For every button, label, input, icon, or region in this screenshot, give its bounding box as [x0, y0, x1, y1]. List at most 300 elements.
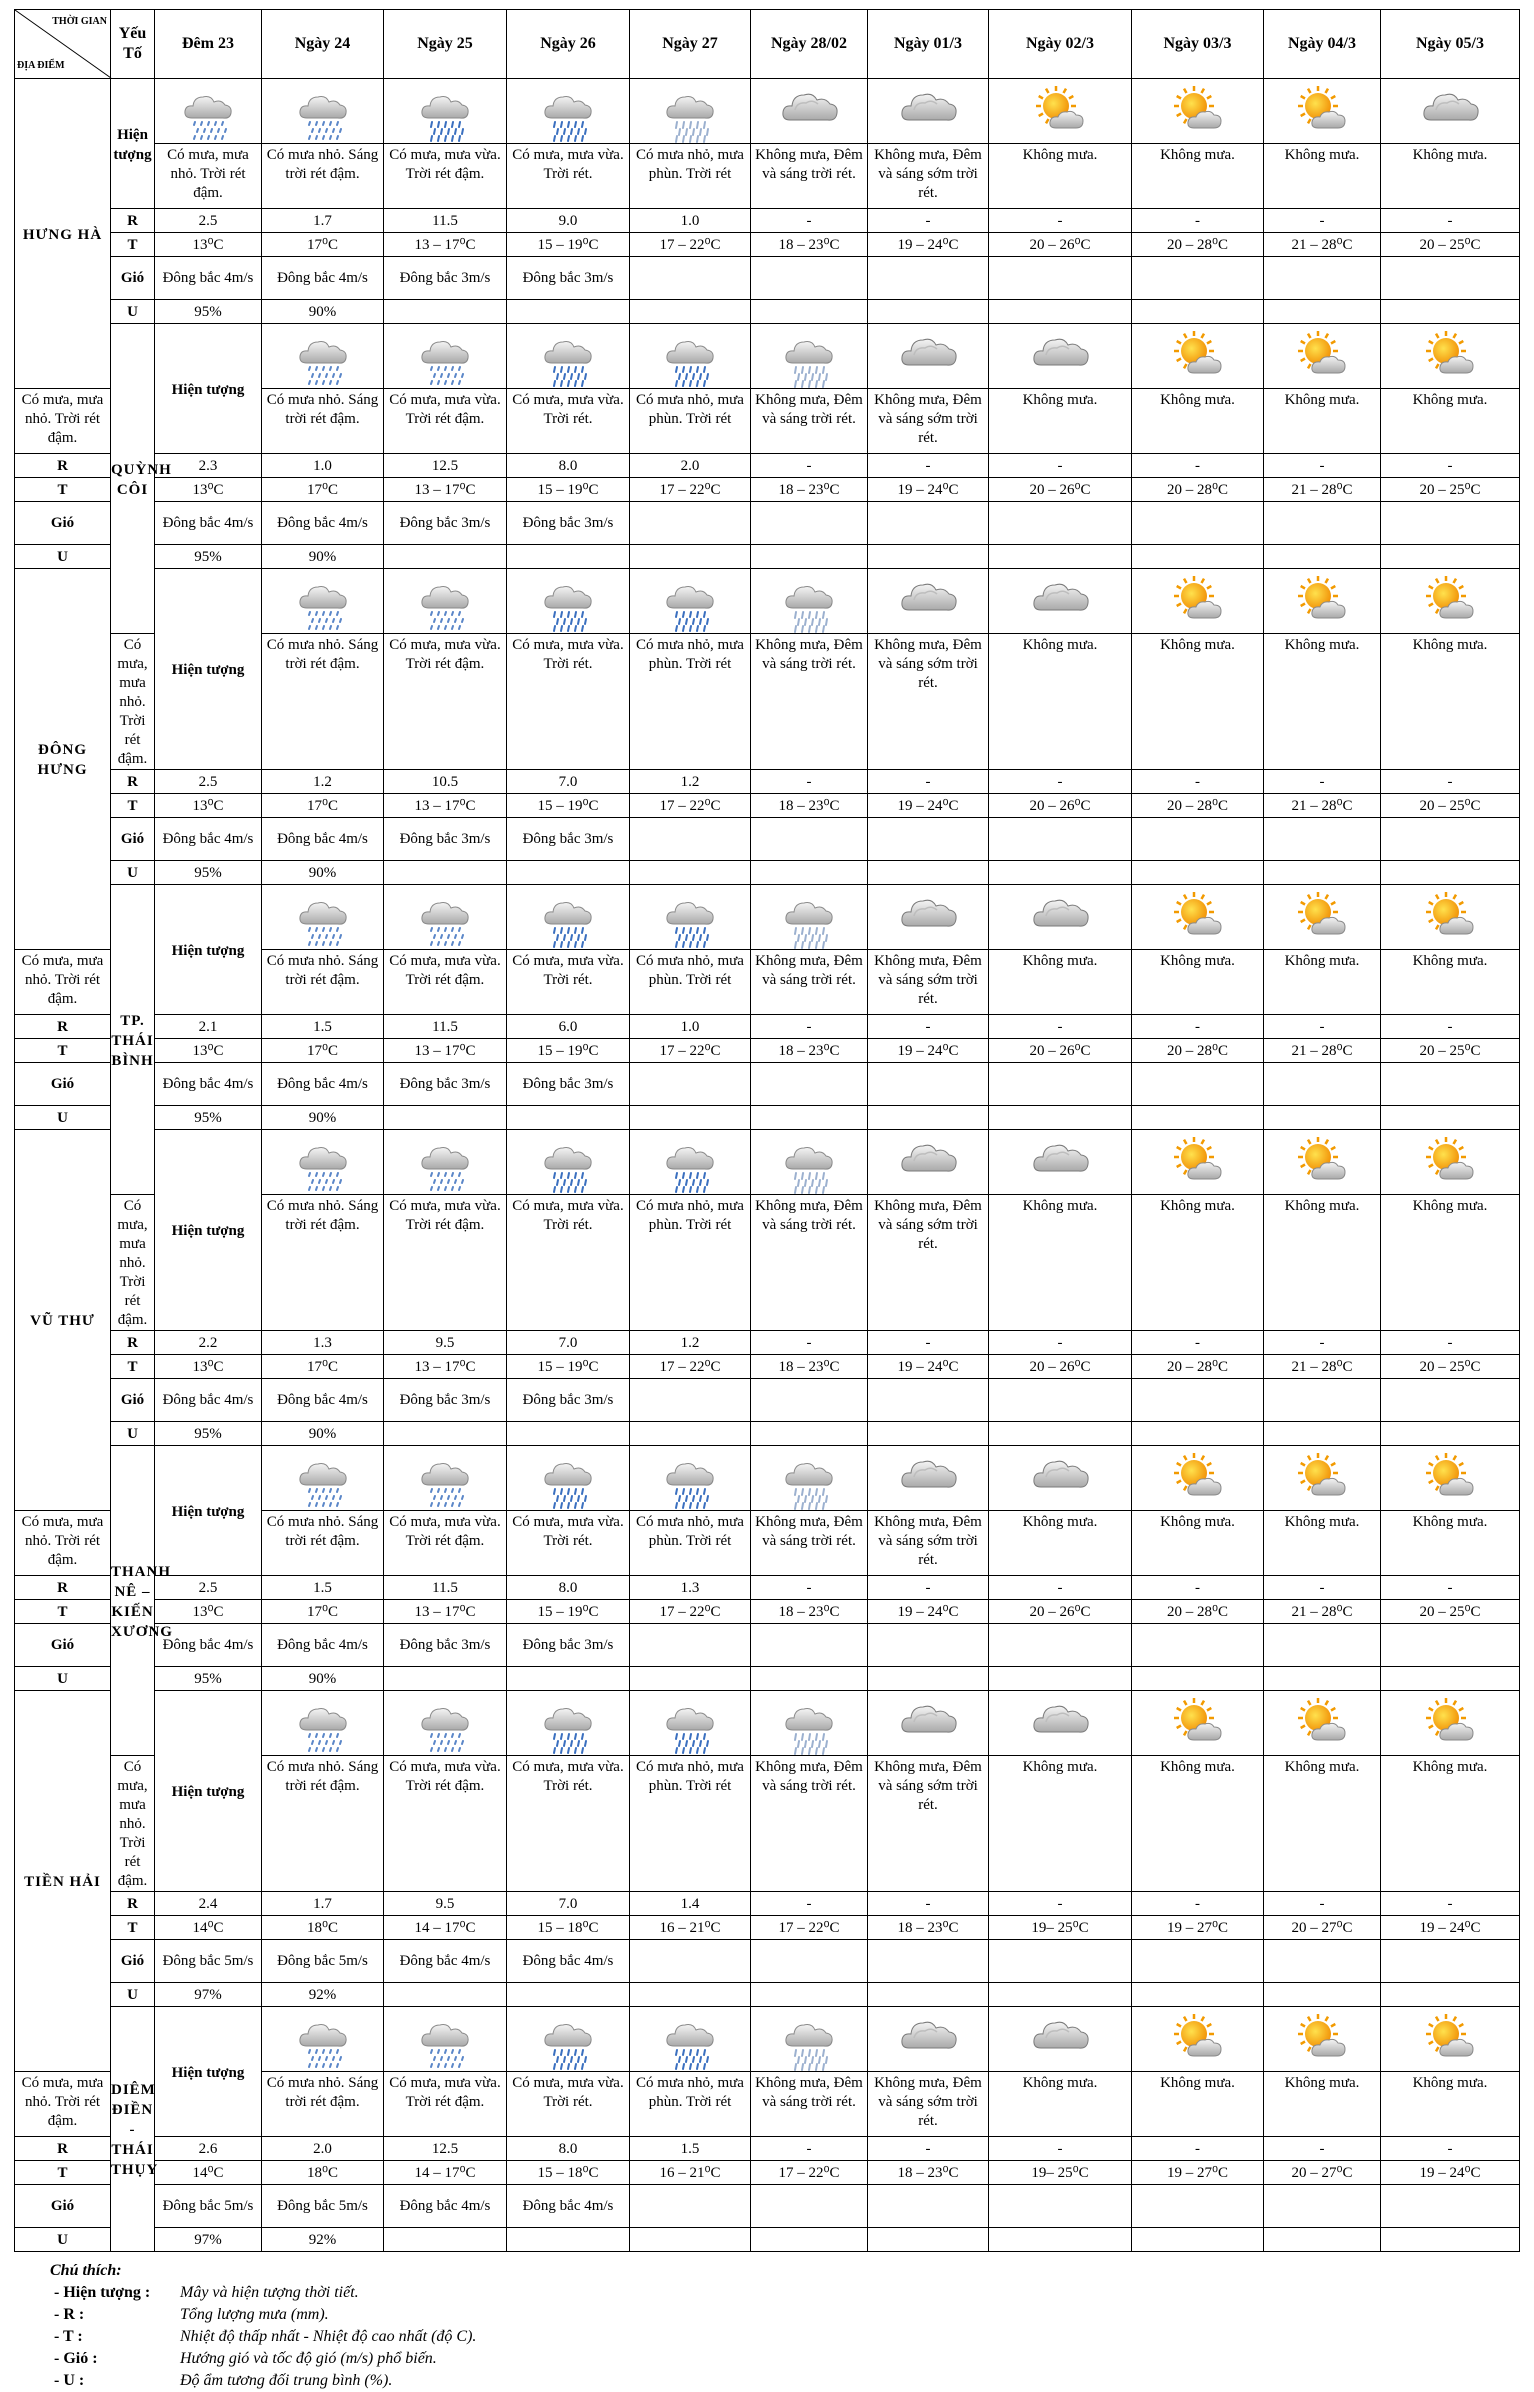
wind-value: [1381, 502, 1520, 545]
temp-value: 17⁰C: [262, 1355, 384, 1379]
temp-value: 17 – 22⁰C: [630, 1039, 751, 1063]
weather-desc: Không mưa.: [1264, 634, 1381, 770]
cloud-drizzle-icon: [262, 574, 383, 630]
rain-row: [15, 1576, 1520, 1600]
temp-value: 17 – 22⁰C: [630, 1355, 751, 1379]
temp-value: 17⁰C: [262, 1600, 384, 1624]
humidity-value: [1381, 861, 1520, 885]
label-r: R: [15, 454, 111, 478]
partly-sunny-icon: [1132, 890, 1263, 946]
rain-value: -: [868, 770, 989, 794]
weather-icon-cell: [989, 885, 1132, 950]
weather-icon-cell: [384, 1130, 507, 1195]
weather-icon-cell: [1264, 324, 1381, 389]
temp-value: 21 – 28⁰C: [1264, 233, 1381, 257]
temp-value: 19 – 24⁰C: [868, 233, 989, 257]
cloudy-icon: [989, 890, 1131, 946]
weather-desc: Có mưa, mưa nhỏ. Trời rét đậm.: [15, 2072, 111, 2137]
label-r: R: [15, 2137, 111, 2161]
temp-row: [15, 1039, 1520, 1063]
rain-value: 1.2: [262, 770, 384, 794]
humidity-value: [751, 1983, 868, 2007]
temp-value: 21 – 28⁰C: [1264, 1355, 1381, 1379]
humidity-value: 95%: [155, 545, 262, 569]
humidity-value: [751, 2228, 868, 2252]
weather-desc: Không mưa.: [989, 1756, 1132, 1892]
humidity-value: [1132, 1422, 1264, 1446]
note-key: - R :: [54, 2306, 85, 2323]
temp-value: 20 – 25⁰C: [1381, 794, 1520, 818]
label-u: U: [15, 1106, 111, 1130]
weather-desc: Không mưa, Đêm và sáng trời rét.: [751, 1756, 868, 1892]
temp-value: 21 – 28⁰C: [1264, 794, 1381, 818]
weather-desc: Không mưa, Đêm và sáng sớm trời rét.: [868, 389, 989, 454]
rain-value: -: [1381, 1331, 1520, 1355]
rain-value: -: [1132, 770, 1264, 794]
wind-value: [751, 2185, 868, 2228]
humidity-value: [868, 1422, 989, 1446]
weather-icon-cell: [155, 79, 262, 144]
humidity-value: [868, 1667, 989, 1691]
day-header: Ngày 28/02: [751, 10, 868, 79]
label-u: U: [111, 1422, 155, 1446]
wind-value: Đông bắc 3m/s: [507, 818, 630, 861]
temp-value: 14⁰C: [155, 1916, 262, 1940]
weather-desc: Không mưa.: [989, 950, 1132, 1015]
note-value: Mây và hiện tượng thời tiết.: [180, 2284, 359, 2301]
wind-value: Đông bắc 4m/s: [262, 502, 384, 545]
humidity-value: [384, 1106, 507, 1130]
humidity-value: [384, 1667, 507, 1691]
rain-value: 1.5: [630, 2137, 751, 2161]
wind-value: Đông bắc 4m/s: [507, 1940, 630, 1983]
weather-desc: Không mưa.: [1264, 1756, 1381, 1892]
cloud-rain-icon: [507, 2012, 629, 2068]
wind-value: [1132, 1624, 1264, 1667]
weather-icon-cell: [507, 2007, 630, 2072]
wind-value: [630, 1379, 751, 1422]
rain-value: 1.7: [262, 209, 384, 233]
temp-value: 21 – 28⁰C: [1264, 478, 1381, 502]
weather-desc: Không mưa.: [989, 389, 1132, 454]
weather-icon-cell: [1264, 1446, 1381, 1511]
weather-icon-cell: [507, 1691, 630, 1756]
rain-value: 12.5: [384, 454, 507, 478]
temp-value: 17 – 22⁰C: [751, 1916, 868, 1940]
rain-value: -: [989, 1331, 1132, 1355]
cloud-drizzle-icon: [262, 890, 383, 946]
wind-value: Đông bắc 3m/s: [507, 502, 630, 545]
day-header: Đêm 23: [155, 10, 262, 79]
humidity-value: [507, 861, 630, 885]
weather-desc: Không mưa.: [1264, 389, 1381, 454]
weather-desc: Không mưa.: [1132, 1511, 1264, 1576]
wind-value: Đông bắc 4m/s: [262, 818, 384, 861]
weather-desc: Có mưa nhỏ. Sáng trời rét đậm.: [262, 634, 384, 770]
icon-row: [15, 1130, 1520, 1195]
forecast-document: [14, 9, 1520, 2392]
temp-value: 21 – 28⁰C: [1264, 1600, 1381, 1624]
rain-row: [15, 1331, 1520, 1355]
rain-row: [15, 209, 1520, 233]
label-t: T: [111, 1355, 155, 1379]
day-header: Ngày 02/3: [989, 10, 1132, 79]
rain-value: -: [1132, 1015, 1264, 1039]
cloud-drizzle-icon: [262, 1135, 383, 1191]
wind-value: Đông bắc 5m/s: [262, 1940, 384, 1983]
temp-value: 19 – 24⁰C: [868, 1600, 989, 1624]
partly-sunny-icon: [1264, 1451, 1380, 1507]
temp-value: 20 – 26⁰C: [989, 794, 1132, 818]
temp-value: 15 – 19⁰C: [507, 1600, 630, 1624]
weather-icon-cell: [507, 885, 630, 950]
partly-sunny-icon: [1264, 84, 1380, 140]
corner-location-label: ĐỊA ĐIỂM: [17, 60, 65, 71]
humidity-value: 97%: [155, 1983, 262, 2007]
temp-value: 19 – 24⁰C: [868, 478, 989, 502]
wind-value: [989, 502, 1132, 545]
cloud-light-rain-icon: [630, 84, 750, 140]
weather-icon-cell: [630, 79, 751, 144]
weather-icon-cell: [1381, 1691, 1520, 1756]
temp-value: 13 – 17⁰C: [384, 478, 507, 502]
weather-icon-cell: [868, 1446, 989, 1511]
cloud-rain-icon: [507, 574, 629, 630]
weather-icon-cell: [989, 324, 1132, 389]
note-value: Tổng lượng mưa (mm).: [180, 2306, 329, 2323]
wind-value: Đông bắc 3m/s: [384, 1624, 507, 1667]
label-wind: Gió: [111, 1379, 155, 1422]
rain-value: 2.0: [262, 2137, 384, 2161]
humidity-value: [384, 861, 507, 885]
day-header: Ngày 03/3: [1132, 10, 1264, 79]
label-u: U: [15, 545, 111, 569]
cloudy-icon: [868, 84, 988, 140]
temp-value: 20 – 25⁰C: [1381, 1600, 1520, 1624]
partly-sunny-icon: [1381, 574, 1519, 630]
humidity-value: 95%: [155, 300, 262, 324]
temp-value: 20 – 25⁰C: [1381, 1039, 1520, 1063]
wind-value: [868, 818, 989, 861]
cloud-rain-icon: [507, 84, 629, 140]
cloud-rain-icon: [630, 1135, 750, 1191]
wind-value: [1264, 2185, 1381, 2228]
rain-value: -: [1132, 1892, 1264, 1916]
wind-value: [1264, 257, 1381, 300]
weather-icon-cell: [1381, 2007, 1520, 2072]
humidity-value: [630, 1106, 751, 1130]
label-phenomenon: Hiện tượng: [155, 569, 262, 770]
temp-value: 19 – 24⁰C: [868, 1039, 989, 1063]
humidity-value: [507, 1422, 630, 1446]
partly-sunny-icon: [1381, 1696, 1519, 1752]
cloud-light-rain-icon: [751, 1135, 867, 1191]
location-name: VŨ THƯ: [15, 1130, 111, 1511]
temp-row: [15, 233, 1520, 257]
humidity-value: 90%: [262, 545, 384, 569]
temp-value: 17⁰C: [262, 794, 384, 818]
cloud-light-rain-icon: [751, 2012, 867, 2068]
weather-desc: Có mưa nhỏ. Sáng trời rét đậm.: [262, 1195, 384, 1331]
legend-notes: [14, 2260, 1520, 2392]
weather-desc: Không mưa.: [1132, 950, 1264, 1015]
weather-desc: Không mưa, Đêm và sáng sớm trời rét.: [868, 1756, 989, 1892]
temp-value: 13 – 17⁰C: [384, 1039, 507, 1063]
temp-value: 20 – 25⁰C: [1381, 1355, 1520, 1379]
wind-value: [1381, 1940, 1520, 1983]
humidity-value: [868, 1106, 989, 1130]
humidity-value: [868, 1983, 989, 2007]
cloud-drizzle-icon: [384, 1696, 506, 1752]
cloud-rain-icon: [507, 1135, 629, 1191]
temp-value: 15 – 19⁰C: [507, 1039, 630, 1063]
note-item: [50, 2282, 1520, 2304]
humidity-value: [989, 300, 1132, 324]
humidity-row: [15, 300, 1520, 324]
humidity-row: [15, 1983, 1520, 2007]
rain-value: 1.0: [630, 1015, 751, 1039]
temp-row: [15, 478, 1520, 502]
temp-value: 20 – 26⁰C: [989, 1600, 1132, 1624]
wind-value: Đông bắc 3m/s: [384, 257, 507, 300]
weather-desc: Không mưa.: [989, 144, 1132, 209]
temp-value: 18 – 23⁰C: [751, 1039, 868, 1063]
temp-value: 13 – 17⁰C: [384, 233, 507, 257]
weather-desc: Có mưa, mưa nhỏ. Trời rét đậm.: [15, 1511, 111, 1576]
temp-value: 17 – 22⁰C: [630, 233, 751, 257]
wind-value: Đông bắc 3m/s: [384, 1379, 507, 1422]
wind-row: [15, 257, 1520, 300]
weather-desc: Không mưa, Đêm và sáng trời rét.: [751, 950, 868, 1015]
rain-value: 12.5: [384, 2137, 507, 2161]
cloud-rain-icon: [630, 1696, 750, 1752]
rain-value: -: [751, 1331, 868, 1355]
weather-desc: Có mưa, mưa vừa. Trời rét.: [507, 2072, 630, 2137]
weather-desc: Có mưa, mưa vừa. Trời rét.: [507, 634, 630, 770]
humidity-row: [15, 1106, 1520, 1130]
humidity-value: [751, 1106, 868, 1130]
cloud-light-rain-icon: [751, 329, 867, 385]
cloudy-icon: [1381, 84, 1519, 140]
rain-row: [15, 1892, 1520, 1916]
cloud-drizzle-icon: [384, 1135, 506, 1191]
rain-value: -: [1264, 454, 1381, 478]
wind-value: [751, 1063, 868, 1106]
weather-desc: Không mưa, Đêm và sáng sớm trời rét.: [868, 1195, 989, 1331]
weather-desc: Có mưa nhỏ. Sáng trời rét đậm.: [262, 950, 384, 1015]
rain-value: -: [989, 209, 1132, 233]
rain-value: 1.0: [262, 454, 384, 478]
cloud-rain-icon: [630, 329, 750, 385]
wind-row: [15, 818, 1520, 861]
weather-icon-cell: [989, 1130, 1132, 1195]
partly-sunny-icon: [1264, 1135, 1380, 1191]
weather-desc: Có mưa, mưa nhỏ. Trời rét đậm.: [111, 1195, 155, 1331]
temp-row: [15, 1600, 1520, 1624]
humidity-value: [507, 1983, 630, 2007]
cloud-drizzle-icon: [384, 1451, 506, 1507]
weather-desc: Không mưa.: [1381, 389, 1520, 454]
humidity-value: [751, 1422, 868, 1446]
wind-value: [1381, 1624, 1520, 1667]
rain-value: 8.0: [507, 2137, 630, 2161]
label-phenomenon: Hiện tượng: [155, 1446, 262, 1576]
rain-value: -: [868, 2137, 989, 2161]
humidity-value: [751, 1667, 868, 1691]
location-name: QUỲNH CÔI: [111, 324, 155, 634]
weather-desc: Có mưa nhỏ, mưa phùn. Trời rét: [630, 1195, 751, 1331]
wind-value: [1264, 1940, 1381, 1983]
cloudy-icon: [868, 1451, 988, 1507]
humidity-value: [507, 300, 630, 324]
note-key: - Gió :: [54, 2350, 98, 2367]
weather-desc: Không mưa, Đêm và sáng sớm trời rét.: [868, 144, 989, 209]
temp-value: 20 – 27⁰C: [1264, 2161, 1381, 2185]
wind-value: [1132, 2185, 1264, 2228]
humidity-row: [15, 1667, 1520, 1691]
location-name: DIÊM ĐIỀN - THÁI THỤY: [111, 2007, 155, 2252]
rain-value: 1.7: [262, 1892, 384, 1916]
temp-value: 13⁰C: [155, 233, 262, 257]
humidity-value: [1132, 300, 1264, 324]
label-t: T: [15, 2161, 111, 2185]
weather-icon-cell: [751, 1130, 868, 1195]
label-wind: Gió: [111, 818, 155, 861]
weather-desc: Không mưa.: [989, 1195, 1132, 1331]
weather-desc: Có mưa, mưa vừa. Trời rét.: [507, 1511, 630, 1576]
weather-desc: Có mưa nhỏ. Sáng trời rét đậm.: [262, 1511, 384, 1576]
cloudy-icon: [989, 1135, 1131, 1191]
wind-value: Đông bắc 4m/s: [262, 257, 384, 300]
weather-icon-cell: [262, 1130, 384, 1195]
wind-value: Đông bắc 4m/s: [507, 2185, 630, 2228]
cloud-drizzle-icon: [384, 890, 506, 946]
cloud-rain-icon: [384, 84, 506, 140]
note-key: - T :: [54, 2328, 83, 2345]
header-row: [15, 10, 1520, 79]
temp-value: 15 – 19⁰C: [507, 233, 630, 257]
rain-value: -: [1264, 1015, 1381, 1039]
cloud-light-rain-icon: [751, 574, 867, 630]
weather-icon-cell: [1132, 2007, 1264, 2072]
wind-value: Đông bắc 4m/s: [262, 1624, 384, 1667]
wind-value: [989, 1940, 1132, 1983]
temp-value: 20 – 28⁰C: [1132, 233, 1264, 257]
weather-desc: Không mưa.: [1381, 2072, 1520, 2137]
wind-value: [751, 1940, 868, 1983]
note-value: Độ ẩm tương đối trung bình (%).: [180, 2372, 393, 2389]
wind-row: [15, 502, 1520, 545]
humidity-value: [1132, 1106, 1264, 1130]
rain-row: [15, 1015, 1520, 1039]
weather-desc: Không mưa.: [1381, 1511, 1520, 1576]
rain-value: 2.6: [155, 2137, 262, 2161]
temp-value: 13⁰C: [155, 1355, 262, 1379]
rain-value: 8.0: [507, 454, 630, 478]
weather-desc: Không mưa.: [1132, 634, 1264, 770]
temp-value: 18 – 23⁰C: [868, 2161, 989, 2185]
weather-desc: Không mưa, Đêm và sáng trời rét.: [751, 1511, 868, 1576]
weather-desc: Có mưa, mưa vừa. Trời rét đậm.: [384, 2072, 507, 2137]
label-r: R: [111, 1331, 155, 1355]
humidity-value: 95%: [155, 1106, 262, 1130]
partly-sunny-icon: [1264, 1696, 1380, 1752]
temp-value: 20 – 26⁰C: [989, 478, 1132, 502]
cloudy-icon: [868, 1696, 988, 1752]
temp-value: 13⁰C: [155, 1600, 262, 1624]
cloudy-icon: [868, 2012, 988, 2068]
weather-desc: Có mưa, mưa vừa. Trời rét.: [507, 950, 630, 1015]
weather-desc: Có mưa, mưa vừa. Trời rét đậm.: [384, 1756, 507, 1892]
partly-sunny-icon: [1132, 1696, 1263, 1752]
humidity-value: [989, 1983, 1132, 2007]
weather-desc: Không mưa.: [1381, 634, 1520, 770]
cloud-drizzle-icon: [384, 329, 506, 385]
icon-row: [15, 79, 1520, 144]
rain-value: -: [868, 1576, 989, 1600]
weather-desc: Không mưa.: [989, 1511, 1132, 1576]
rain-value: -: [989, 2137, 1132, 2161]
partly-sunny-icon: [1132, 329, 1263, 385]
temp-value: 13 – 17⁰C: [384, 1600, 507, 1624]
day-header: Ngày 24: [262, 10, 384, 79]
humidity-value: 95%: [155, 1667, 262, 1691]
weather-icon-cell: [384, 1691, 507, 1756]
wind-value: Đông bắc 4m/s: [384, 1940, 507, 1983]
temp-value: 13⁰C: [155, 478, 262, 502]
temp-row: [15, 794, 1520, 818]
wind-value: Đông bắc 3m/s: [384, 502, 507, 545]
weather-desc: Không mưa, Đêm và sáng trời rét.: [751, 2072, 868, 2137]
weather-desc: Có mưa, mưa nhỏ. Trời rét đậm.: [15, 389, 111, 454]
temp-value: 19 – 24⁰C: [1381, 2161, 1520, 2185]
humidity-value: [868, 2228, 989, 2252]
label-wind: Gió: [111, 1940, 155, 1983]
partly-sunny-icon: [1381, 890, 1519, 946]
humidity-value: [751, 300, 868, 324]
weather-icon-cell: [989, 569, 1132, 634]
temp-value: 20 – 28⁰C: [1132, 478, 1264, 502]
rain-value: -: [1132, 1576, 1264, 1600]
temp-value: 20 – 28⁰C: [1132, 1355, 1264, 1379]
wind-value: Đông bắc 4m/s: [155, 1624, 262, 1667]
rain-value: -: [751, 1015, 868, 1039]
rain-value: 11.5: [384, 209, 507, 233]
label-t: T: [111, 233, 155, 257]
rain-value: -: [1381, 1892, 1520, 1916]
wind-value: [1132, 502, 1264, 545]
wind-value: [989, 1624, 1132, 1667]
humidity-value: [1381, 2228, 1520, 2252]
temp-value: 15 – 19⁰C: [507, 478, 630, 502]
wind-value: [989, 257, 1132, 300]
day-header: Ngày 27: [630, 10, 751, 79]
wind-value: Đông bắc 3m/s: [384, 818, 507, 861]
cloud-light-rain-icon: [751, 1696, 867, 1752]
humidity-value: [751, 861, 868, 885]
day-header: Ngày 05/3: [1381, 10, 1520, 79]
forecast-body: [15, 79, 1520, 2252]
weather-icon-cell: [630, 569, 751, 634]
temp-value: 17 – 22⁰C: [630, 794, 751, 818]
rain-value: 2.5: [155, 209, 262, 233]
temp-value: 18 – 23⁰C: [868, 1916, 989, 1940]
weather-icon-cell: [262, 1691, 384, 1756]
wind-value: [868, 2185, 989, 2228]
note-item: [50, 2304, 1520, 2326]
weather-desc: Không mưa.: [1381, 1756, 1520, 1892]
rain-value: 2.4: [155, 1892, 262, 1916]
